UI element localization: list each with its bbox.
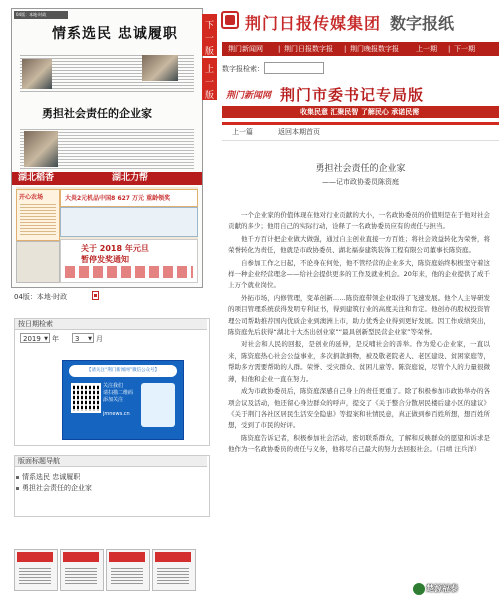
related-paper-thumbnail[interactable] <box>60 549 104 591</box>
paper-headline-2[interactable]: 勇担社会责任的企业家 <box>42 107 152 120</box>
page-label: 04版：本地·时政 <box>14 293 68 301</box>
headline-nav-header: 版面标题导航 <box>15 456 207 467</box>
bullet-icon <box>16 487 19 490</box>
wechat-ad-header: 【请关注“荆门新闻网”微信公众号】 <box>69 365 177 377</box>
month-select[interactable] <box>72 333 94 343</box>
paper-ad-1 <box>16 189 60 241</box>
article-body <box>228 210 490 457</box>
paper-headline-1[interactable]: 情系选民 忠诚履职 <box>52 26 178 42</box>
wechat-follow-text: 关注我们 请扫描二维码 添加关注 <box>103 383 134 403</box>
article-subtitle: ——记市政协委员陈资庭 <box>322 178 399 186</box>
article-paragraph: 自参加工作之日起，不论身在何处，他不管经营的企业多大，陈资庭始终积极坚守着这样一种企业经营理念——给社会提供更多的工作及就业机会。20年来，他的企业提供了成千上万个就业岗位。 <box>228 258 490 290</box>
related-paper-thumbnail[interactable] <box>152 549 196 591</box>
related-paper-thumbnail[interactable] <box>106 549 150 591</box>
paper-ad-5-line1: 关于 2018 年元旦 <box>81 244 149 253</box>
month-select-value: 3 <box>75 335 80 343</box>
related-paper-thumbnail[interactable] <box>14 549 58 591</box>
watermark-text: 楚源福泰 <box>426 584 458 593</box>
back-to-front-link[interactable]: 返回本期首页 <box>278 128 320 136</box>
year-select-value: 2019 <box>23 335 41 343</box>
paper-ad-2 <box>60 189 198 207</box>
search-input[interactable] <box>264 62 324 74</box>
paper-ad-1-title: 开心农场 <box>19 194 44 201</box>
brand-logo-icon <box>221 11 239 29</box>
article-paragraph: 成为市政协委员后，陈资庭深感自己身上的责任更重了。除了积极参加市政协举办的各项会议及活动，他还留心身边群众的呼声，提交了《关于整合分散居民楼后建小区的建议》《关于荆门各社区居民生活安全隐患》等提案和社情民意，真正做到参百姓所想，想百姓所想，受到了市民的好评。 <box>228 387 490 430</box>
nav-link-daily-digital[interactable]: 荆门日报数字报 <box>284 45 333 53</box>
wechat-follow-ad[interactable] <box>62 360 184 440</box>
watermark-icon <box>412 582 426 596</box>
bullet-icon <box>16 476 19 479</box>
paper-band-left: 湖北稻香 <box>18 173 55 183</box>
qr-code-icon <box>71 383 101 413</box>
paper-photo-3 <box>24 131 58 167</box>
newspaper-page-thumbnail[interactable] <box>11 8 203 288</box>
prev-edition-tab[interactable]: 上一版 <box>202 58 217 100</box>
article-paragraph: 他千方百计把企业做大做强，通过自主创业直接一方百姓；将社会效益转化为荣誉，将荣誉转化为责任，他就是市政协委员、湖北福泰建筑装饰工程有限公司董事长陈资庭。 <box>228 234 490 255</box>
brand-suffix: 数字报纸 <box>390 14 455 33</box>
paper-ad-band <box>12 172 202 185</box>
nav-link-evening-digital[interactable]: 荆门晚报数字报 <box>350 45 399 53</box>
article-title: 勇担社会责任的企业家 <box>315 164 406 174</box>
paper-ad-3 <box>60 207 198 237</box>
next-edition-tab[interactable]: 下一版 <box>202 14 217 56</box>
brand-title: 荆门日报传媒集团 <box>245 14 382 33</box>
paper-section-tag: 04版：本地·时政 <box>14 11 68 19</box>
pdf-download-icon[interactable] <box>92 291 99 300</box>
prev-article-link[interactable]: 上一篇 <box>232 128 253 136</box>
chevron-down-icon: ▼ <box>88 336 92 342</box>
top-nav-bar: 荆门新闻网 | 荆门日报数字报 | 荆门晚报数字报 上一期 | 下一期 <box>222 42 499 56</box>
banner-title: 荆门市委书记专局版 <box>280 86 425 104</box>
prev-issue-link[interactable]: 上一期 <box>416 45 437 53</box>
paper-photo-1 <box>142 55 178 81</box>
paper-band-right: 湖北力帮 <box>112 173 149 183</box>
headline-link-2[interactable]: 勇担社会责任的企业家 <box>22 484 92 492</box>
next-issue-link[interactable]: 下一期 <box>454 45 475 53</box>
article-nav <box>222 124 499 141</box>
nav-link-news-site[interactable]: 荆门新闻网 <box>228 45 263 53</box>
year-select[interactable] <box>20 333 50 343</box>
article-paragraph: 陈资庭告诉记者，积极参加社会活动，密切联系群众，了解和反映群众的愿望和诉求是他作为一名政协委员的责任与义务，他将尽自己最大的努力去回报社会。（吕靖 汪兵洋） <box>228 433 490 454</box>
paper-ad-4 <box>16 241 60 283</box>
paper-ad-5-line2: 暂停发奖通知 <box>81 255 129 264</box>
article-paragraph: 外拓市场，内修管理，变革创新……陈资庭带领企业取得了飞速发展。他个人主导研发的项目管理系统获得发明专利证书，得到建筑行业的高度关注和肯定。他创办的股权投资管理公司帮助推荐国内优质企业到澳洲上市，助力优秀企业得到更好发展。因工作成绩突出，陈资庭先后获得“湖北十大杰出创业家”“最具创新型民营企业家”等荣誉。 <box>228 293 490 337</box>
chevron-down-icon: ▼ <box>44 336 48 342</box>
paper-photo-2 <box>22 59 52 89</box>
article-paragraph: 一个企业家的价值体现在他对行业贡献的大小，一名政协委员的价值则是在于他对社会贡献的多少；他用自己的实际行动，诠释了一名政协委员应有的责任与担当。 <box>228 211 490 231</box>
banner-slogan: 收集民意 汇聚民智 了解民心 承诺民需 <box>300 108 420 116</box>
search-label: 数字报检索： <box>222 65 264 73</box>
article-paragraph: 对社会和人民的回报，是创业的延伸，是反哺社会的善举。作为爱心企业家，一直以来，陈资庭热心社会公益事业，多次捐款捐物，被及敬老院老人、老区建设、贫困家庭等，帮助多方需要帮助的人群。荣誉、受灾群众、贫困儿童等。陈资庭说，尽管个人的力量很微薄，但他和企业一直在努力。 <box>228 340 490 383</box>
paper-ad-2-text: 大炎2元机品中国8 627 万元 重龄领奖 <box>65 195 171 202</box>
past-issues-header: 按日期检索 <box>15 319 207 330</box>
month-label: 月 <box>96 335 103 343</box>
paper-ad-5 <box>60 239 198 283</box>
wechat-ad-url: jmnews.cn <box>103 411 130 417</box>
year-label: 年 <box>52 335 59 343</box>
phone-icon <box>141 383 175 427</box>
headline-link-1[interactable]: 情系选民 忠诚履职 <box>22 473 81 481</box>
news-site-logo: 荆门新闻网 <box>226 91 272 101</box>
